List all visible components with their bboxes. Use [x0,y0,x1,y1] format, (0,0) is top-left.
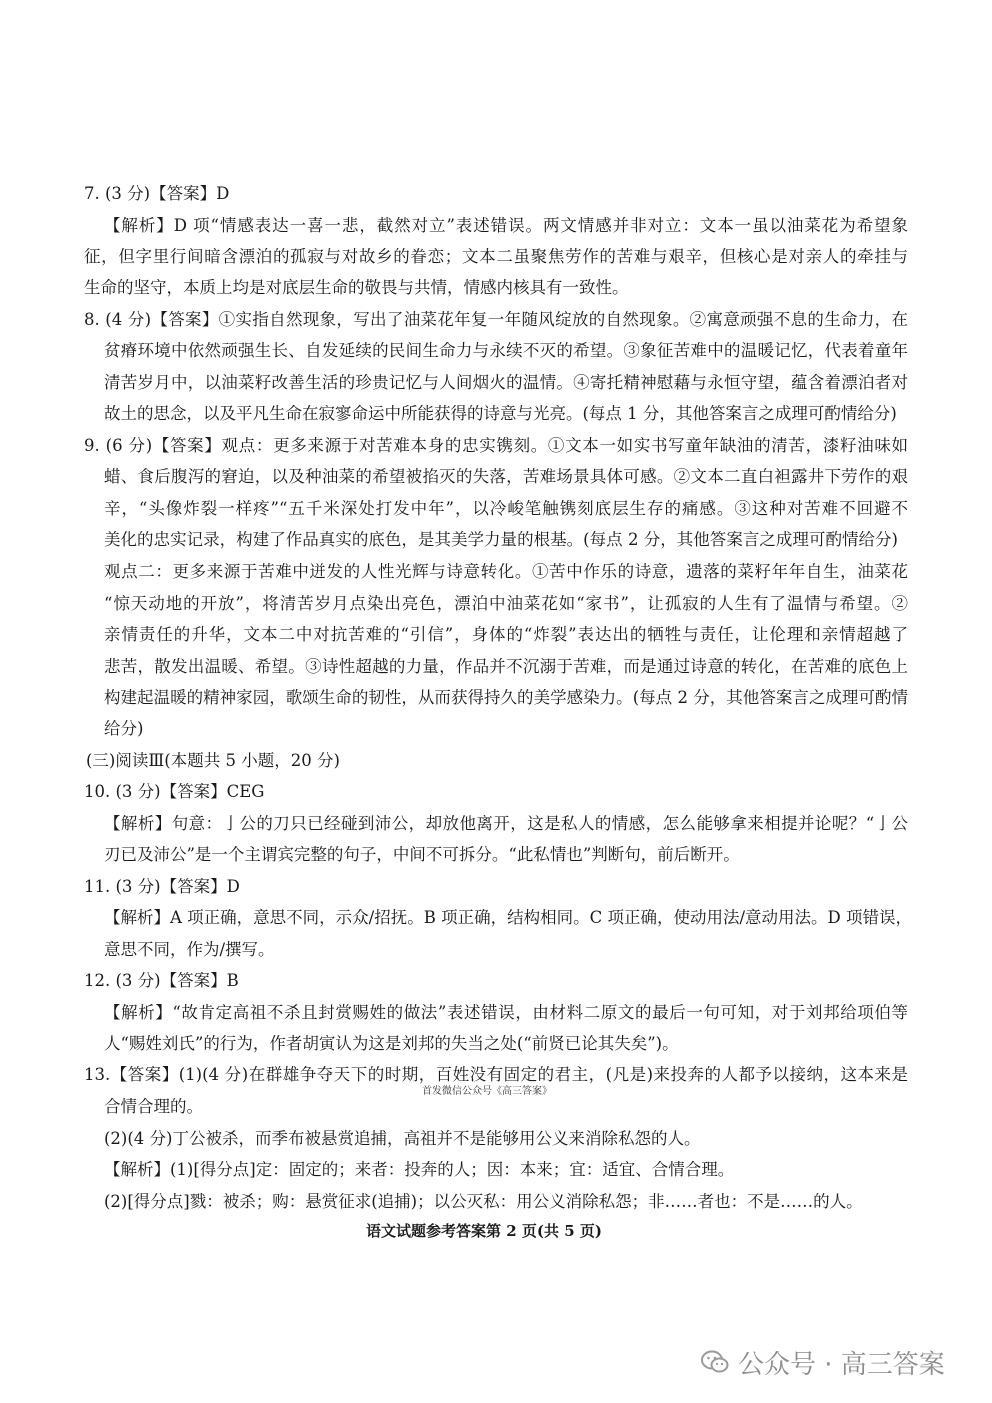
q9-line: 9. (6 分)【答案】观点：更多来源于对苦难本身的忠实镌刻。①文本一如实书写童年缺油的清苦，漆籽油味如 [84,436,908,455]
q13-answer-line: (2)(4 分)丁公被杀，而季布被悬赏追捕，高祖并不是能够用公义来消除私怨的人。 [104,1129,701,1148]
q9-line: 亲情责任的升华，文本二中对抗苦难的“引信”，身体的“炸裂”表达出的牺牲与责任，让伦理和亲情超越了 [104,625,908,644]
q9-line: 悲苦，散发出温暖、希望。③诗性超越的力量，作品并不沉溺于苦难，而是通过诗意的转化，在苦难的底色上 [104,657,908,676]
q13-analysis-line: (2)[得分点]戮：被杀；购：悬赏征求(追捕)；以公灭私：用公义消除私怨；非……者也：不是……的人。 [104,1192,863,1211]
q8-line: 清苦岁月中，以油菜籽改善生活的珍贵记忆与人间烟火的温情。④寄托精神慰藉与永恒守望，蕴含着漂泊者对 [104,373,908,392]
q11-analysis-line: 【解析】A 项正确，意思不同，示众/招抚。B 项正确，结构相同。C 项正确，使动用法/意动用法。D 项错误， [104,908,912,927]
q9-line: 蜡、食后腹泻的窘迫，以及种油菜的希望被掐灭的失落，苦难场景具体可感。②文本二直白袒露井下劳作的艰 [104,467,908,486]
q9-line: 辛，“头像炸裂一样疼”“五千米深处打发中年”，以冷峻笔触镌刻底层生存的痛感。③这种对苦难不回避不 [104,499,908,518]
q12-head: 12. (3 分)【答案】B [84,971,239,990]
q7-analysis-line: 生命的坚守，本质上均是对底层生命的敬畏与共情，情感内核具有一致性。 [84,278,629,297]
q8-line: 贫瘠环境中依然顽强生长、自发延续的民间生命力与永续不灭的希望。③象征苦难中的温暖记忆，代表着童年 [104,341,908,360]
q8-line: 8. (4 分)【答案】①实指自然现象，写出了油菜花年复一年随风绽放的自然现象。②寓意顽强不息的生命力，在 [84,310,908,329]
q9-line: “惊天动地的开放”，将清苦岁月点染出亮色，漂泊中油菜花如“家书”，让孤寂的人生有了温情与希望。② [104,594,908,613]
wechat-icon [700,1347,730,1377]
q7-analysis-line: 征，但字里行间暗含漂泊的孤寂与对故乡的眷恋；文本二虽聚焦劳作的苦难与艰辛，但核心是对亲人的牵挂与 [84,247,908,266]
q13-analysis-line: 【解析】(1)[得分点]定：固定的；来者：投奔的人；因：本来；宜：适宜、合情合理。 [104,1160,735,1179]
q13-answer-line: 13.【答案】(1)(4 分)在群雄争夺天下的时期，百姓没有固定的君主，(凡是)来投奔的人都予以接纳，这本来是 [84,1065,908,1084]
q7-analysis-line: 【解析】D 项“情感表达一喜一悲，截然对立”表述错误。两文情感并非对立：文本一虽以油菜花为希望象 [104,216,908,235]
q13-answer-line: 合情合理的。 [104,1097,203,1116]
q11-head: 11. (3 分)【答案】D [84,877,240,896]
page-footer: 语文试题参考答案第 2 页(共 5 页) [366,1222,602,1240]
q12-analysis-line: 【解析】“故肯定高祖不杀且封赏赐姓的做法”表述错误，由材料二原文的最后一句可知，对于刘邦给项伯等 [104,1003,908,1022]
small-watermark: 首发微信公众号《高三答案》 [422,1086,552,1097]
q7-head: 7. (3 分)【答案】D [84,184,230,203]
section-heading: (三)阅读Ⅲ(本题共 5 小题，20 分) [86,751,340,770]
q9-line: 美化的忠实记录，构建了作品真实的底色，是其美学力量的根基。(每点 2 分，其他答案言之成理可酌情给分) [104,530,898,549]
q9-line: 给分) [104,719,144,738]
q9-line: 观点二：更多来源于苦难中迸发的人性光辉与诗意转化。①苦中作乐的诗意，遗落的菜籽年年自生，油菜花 [104,562,908,581]
watermark-text: 公众号 · 高三答案 [738,1349,945,1380]
q10-head: 10. (3 分)【答案】CEG [84,782,265,801]
q10-analysis-line: 【解析】句意：亅公的刀只已经碰到沛公，却放他离开，这是私人的情感，怎么能够拿来相提并论呢？“亅公 [104,814,908,833]
q8-line: 故土的思念，以及平凡生命在寂寥命运中所能获得的诗意与光亮。(每点 1 分，其他答案言之成理可酌情给分) [104,404,897,423]
q9-line: 构建起温暖的精神家园，歌颂生命的韧性，从而获得持久的美学感染力。(每点 2 分，其他答案言之成理可酌情 [104,688,908,707]
q11-analysis-line: 意思不同，作为/撰写。 [104,940,275,959]
q10-analysis-line: 刃已及沛公”是一个主谓宾完整的句子，中间不可拆分。“此私情也”判断句，前后断开。 [104,845,740,864]
q12-analysis-line: 人“赐姓刘氏”的行为，作者胡寅认为这是刘邦的失当之处(“前贤已论其失矣”)。 [104,1034,679,1053]
bottom-watermark [700,1344,945,1380]
